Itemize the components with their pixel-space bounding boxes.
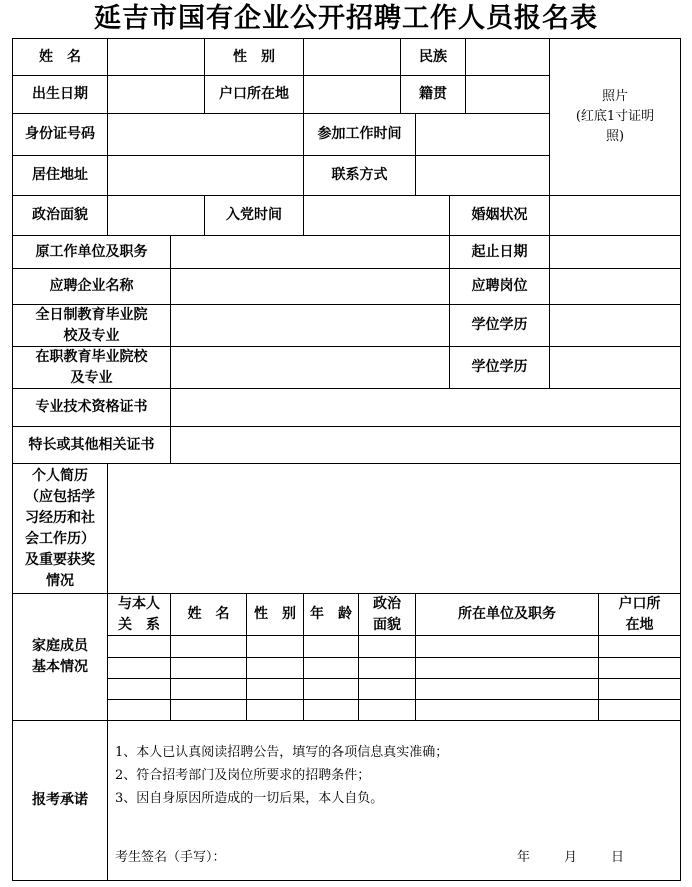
- family-row-line: [107, 699, 681, 700]
- address-field[interactable]: [108, 156, 303, 195]
- gender-field[interactable]: [304, 39, 400, 75]
- label-work-start: 参加工作时间: [317, 126, 402, 142]
- period-field[interactable]: [550, 236, 680, 268]
- family-header-work: 所在单位及职务: [458, 606, 556, 622]
- label-party-date: 入党时间: [226, 207, 282, 223]
- label-family: 家庭成员基本情况: [32, 638, 88, 675]
- label-prof-cert: 专业技术资格证书: [35, 399, 148, 415]
- label-native-place: 籍贯: [419, 86, 447, 102]
- marital-field[interactable]: [550, 196, 680, 235]
- family-row-line: [107, 657, 681, 658]
- birthdate-field[interactable]: [108, 76, 204, 113]
- photo-placeholder[interactable]: [550, 40, 680, 194]
- family-header-gender: 性 别: [254, 606, 296, 622]
- native-place-field[interactable]: [466, 76, 549, 113]
- photo-spec-end: 照): [605, 129, 625, 144]
- label-birthdate: 出生日期: [32, 86, 88, 102]
- hukou-field[interactable]: [304, 76, 400, 113]
- ethnicity-field[interactable]: [466, 39, 549, 75]
- fulltime-edu-field[interactable]: [171, 305, 449, 346]
- family-header-name: 姓 名: [187, 606, 230, 622]
- family-header-political: 政治面貌: [373, 595, 401, 633]
- promise-item-2: 2、符合招考部门及岗位所要求的招聘条件；: [115, 768, 371, 783]
- inservice-edu-field[interactable]: [171, 347, 449, 388]
- date-day-label: 日: [611, 850, 625, 865]
- family-row-line: [107, 678, 681, 679]
- photo-label: 照片: [601, 89, 628, 104]
- work-start-field[interactable]: [416, 114, 549, 155]
- label-position: 应聘岗位: [471, 278, 528, 294]
- company-field[interactable]: [171, 269, 449, 304]
- family-header-age: 年 龄: [310, 606, 352, 622]
- id-number-field[interactable]: [108, 114, 303, 155]
- label-resume: 个人简历（应包括学习经历和社会工作历）及重要获奖情况: [25, 467, 95, 589]
- degree-fulltime-field[interactable]: [550, 305, 680, 346]
- date-month-label: 月: [564, 850, 578, 865]
- row-line: [12, 720, 681, 721]
- label-id-number: 身份证号码: [25, 126, 95, 142]
- political-field[interactable]: [108, 196, 204, 235]
- col-line: [107, 720, 108, 881]
- border-bottom: [12, 880, 681, 881]
- promise-item-1: 1、本人已认真阅读招聘公告，填写的各项信息真实准确；: [115, 745, 449, 760]
- party-date-field[interactable]: [304, 196, 449, 235]
- label-address: 居住地址: [32, 167, 88, 183]
- other-cert-field[interactable]: [171, 427, 680, 463]
- label-gender: 性 别: [233, 48, 275, 65]
- label-degree-inservice: 学位学历: [471, 359, 528, 375]
- label-company: 应聘企业名称: [49, 278, 134, 294]
- label-prev-work: 原工作单位及职务: [35, 243, 148, 260]
- label-contact: 联系方式: [331, 167, 388, 183]
- border-right: [680, 38, 681, 881]
- position-field[interactable]: [550, 269, 680, 304]
- label-fulltime-edu: 全日制教育毕业院校及专业: [35, 306, 148, 344]
- label-period: 起止日期: [471, 243, 528, 260]
- resume-field[interactable]: [108, 464, 680, 593]
- form-title: 延吉市国有企业公开招聘工作人员报名表: [94, 3, 598, 34]
- family-header-relation: 与本人关 系: [118, 595, 160, 633]
- name-field[interactable]: [108, 39, 204, 75]
- promise-item-3: 3、因自身原因所造成的一切后果，本人自负。: [115, 791, 384, 806]
- label-ethnicity: 民族: [419, 48, 447, 65]
- label-degree-fulltime: 学位学历: [471, 317, 528, 333]
- label-inservice-edu: 在职教育毕业院校及专业: [35, 348, 148, 386]
- label-other-cert: 特长或其他相关证书: [28, 436, 155, 453]
- label-marital: 婚姻状况: [471, 207, 528, 223]
- signature-label: 考生签名（手写）：: [115, 850, 226, 865]
- label-name: 姓 名: [39, 48, 81, 65]
- label-promise: 报考承诺: [32, 792, 88, 808]
- date-year-label: 年: [517, 850, 531, 865]
- label-political: 政治面貌: [32, 207, 88, 223]
- family-header-hukou: 户口所在地: [618, 595, 661, 633]
- contact-field[interactable]: [416, 156, 549, 195]
- prof-cert-field[interactable]: [171, 389, 680, 426]
- prev-work-field[interactable]: [171, 236, 449, 268]
- degree-inservice-field[interactable]: [550, 347, 680, 388]
- photo-spec: (红底1寸证明: [575, 109, 655, 124]
- label-hukou: 户口所在地: [219, 86, 289, 102]
- signature-field[interactable]: [260, 840, 490, 868]
